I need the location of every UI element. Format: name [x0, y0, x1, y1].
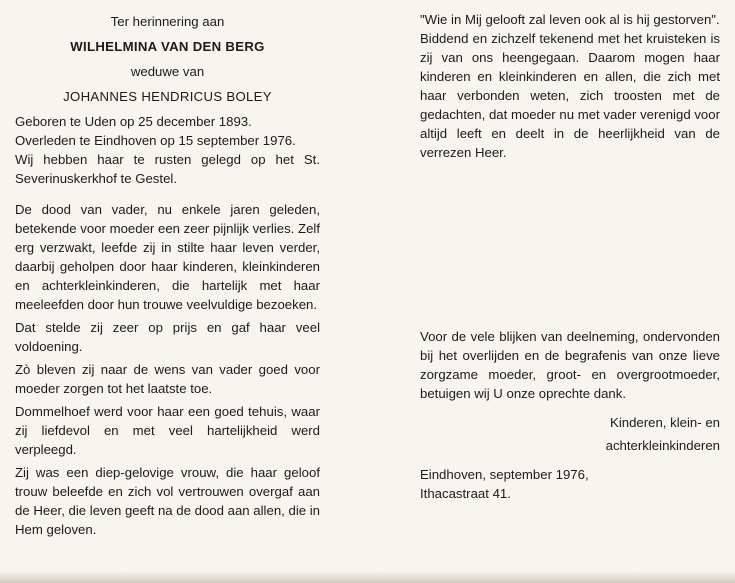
- left-page: [15, 0, 320, 539]
- paragraph-3: Zò bleven zij naar de wens van vader goed voor moeder zorgen tot het laatste toe.: [15, 362, 320, 396]
- burial-line: Wij hebben haar te rusten gelegd op het St. Severinuskerkhof te Gestel.: [15, 152, 320, 186]
- signature-line-1: Kinderen, klein- en: [610, 415, 720, 430]
- widow-of-text: weduwe van: [130, 64, 205, 79]
- deceased-name: WILHELMINA VAN DEN BERG: [70, 39, 265, 54]
- right-page: [420, 0, 720, 503]
- thanks-text: Voor de vele blijken van deelneming, ondervonden bij het overlijden en de begrafenis van onze lieve zorgzame moeder, groot- en overgrootmoeder, betuigen wij U onze oprechte dank.: [420, 329, 720, 401]
- paragraph-4: Dommelhoef werd voor haar een goed tehuis, waar zij liefdevol en met veel hartelijkheid werd verpleegd.: [15, 404, 320, 457]
- paragraph-1: De dood van vader, nu enkele jaren geleden, betekende voor moeder een zeer pijnlijk verlies. Zelf erg verzwakt, leefde zij in stilte haar leven verder, daarbij geholpen door haar kinderen, kleinkinderen en achterkleinkinderen, die hartelijk met haar meeleefden door hun trouwe veelvuldige bezoeken.: [15, 202, 320, 312]
- paragraph-2: Dat stelde zij zeer op prijs en gaf haar veel voldoening.: [15, 320, 320, 354]
- address: Ithacastraat 41.: [420, 486, 511, 501]
- paragraph-5: Zij was een diep-gelovige vrouw, die haar geloof trouw beleefde en zich vol vertrouwen overgaf aan de Heer, die leven geeft na de dood aan allen, die in Hem geloven.: [15, 465, 321, 537]
- husband-name: JOHANNES HENDRICUS BOLEY: [63, 89, 272, 104]
- signature-line-2: achterkleinkinderen: [605, 438, 720, 453]
- birth-line: Geboren te Uden op 25 december 1893.: [15, 114, 252, 129]
- place-date: Eindhoven, september 1976,: [420, 467, 589, 482]
- death-line: Overleden te Eindhoven op 15 september 1976.: [15, 133, 296, 148]
- prayer-text: Biddend en zichzelf tekenend met het kruisteken is zij van ons heengegaan. Daarom mogen haar kinderen en kleinkinderen en allen, die zich met haar verbonden weten, zich troosten met de gedachten, dat moeder nu met vader verenigd voor altijd leeft en deelt in de heerlijkheid van de verrezen Heer.: [420, 31, 720, 160]
- card-bottom-edge: [0, 571, 735, 583]
- bible-quote: "Wie in Mij gelooft zal leven ook al is hij gestorven".: [420, 12, 720, 27]
- intro-text: Ter herinnering aan: [110, 14, 225, 29]
